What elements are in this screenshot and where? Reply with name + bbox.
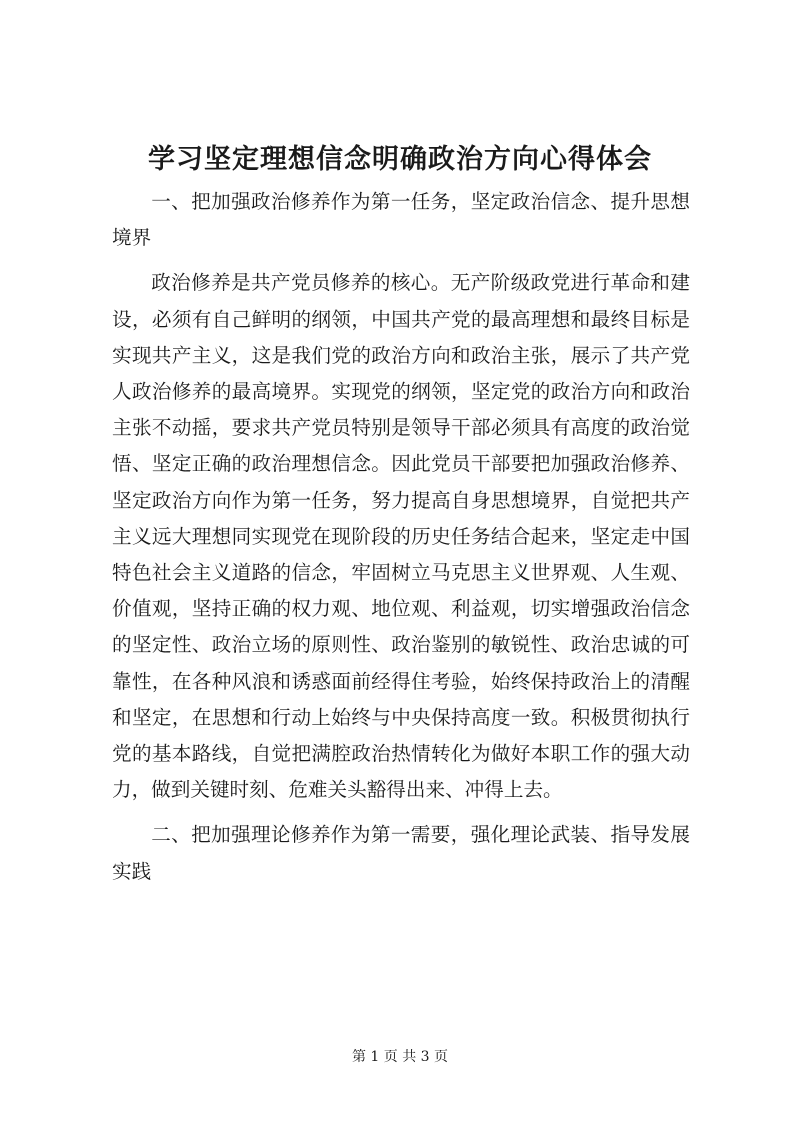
- body-paragraph: 政治修养是共产党员修养的核心。无产阶级政党进行革命和建设，必须有自己鲜明的纲领，中国共产党的最高理想和最终目标是实现共产主义，这是我们党的政治方向和政治主张，展示了共产党人政治修养的最高境界。实现党的纲领，坚定党的政治方向和政治主张不动摇，要求共产党员特别是领导干部必须具有高度的政治觉悟、坚定正确的政治理想信念。因此党员干部要把加强政治修养、坚定政治方向作为第一任务，努力提高自身思想境界，自觉把共产主义远大理想同实现党在现阶段的历史任务结合起来，坚定走中国特色社会主义道路的信念，牢固树立马克思主义世界观、人生观、价值观，坚持正确的权力观、地位观、利益观，切实增强政治信念的坚定性、政治立场的原则性、政治鉴别的敏锐性、政治忠诚的可靠性，在各种风浪和诱惑面前经得住考验，始终保持政治上的清醒和坚定，在思想和行动上始终与中央保持高度一致。积极贯彻执行党的基本路线，自觉把满腔政治热情转化为做好本职工作的强大动力，做到关键时刻、危难关头豁得出来、冲得上去。: [112, 271, 690, 802]
- document-body: [112, 184, 690, 899]
- section-heading-1: 一、把加强政治修养作为第一任务，坚定政治信念、提升思想境界: [112, 190, 690, 250]
- page-number-footer: 第 1 页 共 3 页: [351, 1049, 449, 1065]
- document-title: 学习坚定理想信念明确政治方向心得体会: [148, 144, 652, 175]
- section-heading-2: 二、把加强理论修养作为第一需要，强化理论武装、指导发展实践: [112, 823, 690, 883]
